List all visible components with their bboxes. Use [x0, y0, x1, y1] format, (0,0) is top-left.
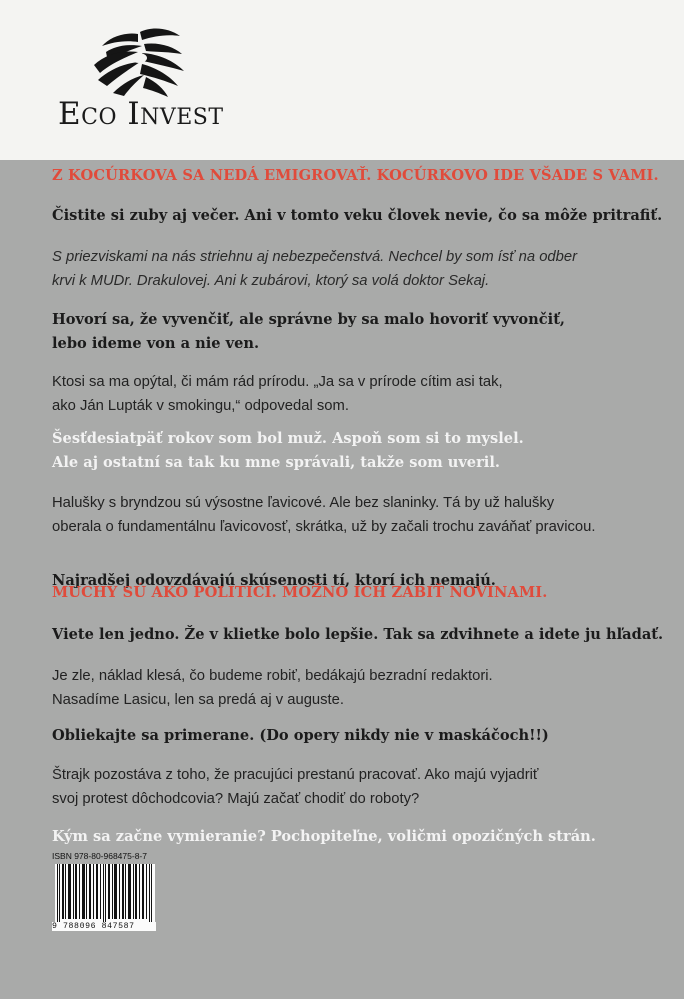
quote-6: Šesťdesiatpäť rokov som bol muž. Aspoň som si to myslel. Ale aj ostatní sa tak ku mne správali, takže som uveril.	[52, 430, 524, 471]
quote-10: Viete len jedno. Že v klietke bolo lepšie. Tak sa zdvihnete a idete ju hľadať.	[52, 626, 664, 643]
barcode-digits: 9 788096 847587	[52, 922, 156, 931]
quote-14: Kým sa začne vymieranie? Pochopiteľne, voličmi opozičných strán.	[52, 828, 596, 845]
swirl-logo-icon	[82, 22, 194, 102]
quote-5: Ktosi sa ma opýtal, či mám rád prírodu. „Ja sa v prírode cítim asi tak, ako Ján Lupták v smokingu,“ odpovedal som.	[52, 374, 503, 414]
barcode	[52, 851, 156, 935]
barcode-bars	[55, 864, 155, 924]
publisher-header	[0, 0, 684, 160]
quote-9: MUCHY SÚ AKO POLITICI. MOŽNO ICH ZABIŤ NOVINAMI.	[52, 584, 548, 601]
quote-7: Halušky s bryndzou sú výsostne ľavicové. Ale bez slaninky. Tá by už halušky oberala o fundamentálnu ľavicovosť, skrátka, už by začali trochu zaváňať pravicou.	[52, 495, 596, 535]
isbn-label: ISBN 978-80-968475-8-7	[52, 851, 147, 861]
quote-11: Je zle, náklad klesá, čo budeme robiť, bedákajú bezradní redaktori. Nasadíme Lasicu, len sa predá aj v auguste.	[52, 668, 493, 708]
quote-13: Štrajk pozostáva z toho, že pracujúci prestanú pracovať. Ako majú vyjadriť svoj protest dôchodcovia? Majú začať chodiť do roboty?	[52, 767, 539, 807]
quote-4: Hovorí sa, že vyvenčiť, ale správne by sa malo hovoriť vyvončiť, lebo ideme von a nie ven.	[52, 311, 566, 352]
quote-3: S priezviskami na nás striehnu aj nebezpečenstvá. Nechcel by som ísť na odber krvi k MUDr. Drakulovej. Ani k zubárovi, ktorý sa volá doktor Sekaj.	[52, 249, 578, 289]
quote-2: Čistite si zuby aj večer. Ani v tomto veku človek nevie, čo sa môže pritrafiť.	[52, 207, 663, 224]
publisher-name: Eco Invest	[58, 96, 224, 132]
quote-8: Najradšej odovzdávajú skúsenosti tí, ktorí ich nemajú.	[52, 572, 496, 589]
quote-12: Obliekajte sa primerane. (Do opery nikdy nie v maskáčoch!!)	[52, 727, 549, 744]
quote-1: Z KOCÚRKOVA SA NEDÁ EMIGROVAŤ. KOCÚRKOVO IDE VŠADE S VAMI.	[52, 167, 659, 184]
